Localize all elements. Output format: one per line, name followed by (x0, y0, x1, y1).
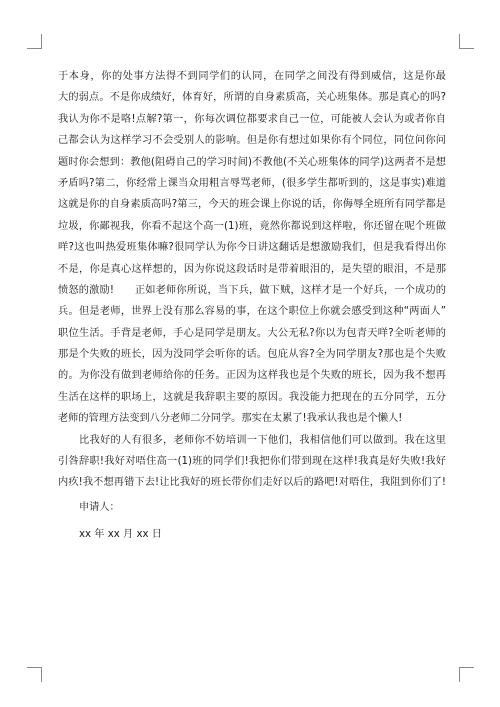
text-line: 引咎辞职!我好对唔住高一(1)班的同学们!我把你们带到现在这样!我真是好失败!我好 (58, 456, 446, 468)
text-line: 己都会认为这样学习不会受别人的影响。但是你有想过如果你有个同位，同位问你问 (58, 135, 446, 147)
text-line: 不是，你是真心这样想的，因为你说这段话时是带着眼泪的，是失望的眼泪，不是那 (58, 263, 446, 275)
crop-mark-bottom-right (459, 667, 474, 682)
text-line: 垃圾，你鄙视我，你看不起这个高一(1)班，竟然你都说到这样啦，你还留在呢个班做 (58, 220, 446, 232)
text-line: 这就是你的自身素质高吗?第三，今天的班会课上你说的话，你侮辱全班所有同学都是 (58, 199, 446, 211)
text-line: 于本身，你的处事方法得不到同学们的认同，在同学之间没有得到威信，这是你最 (58, 71, 446, 82)
text-line: 内疚!我不想再错下去!让比我好的班长带你们走好以后的路吧!对唔住，我阻到你们了! (58, 477, 446, 489)
text-line: 愤怒的激励! 正如老师你所说，当下兵，做下贼，这样才是一个好兵，一个成功的 (58, 284, 446, 296)
text-line: 大的弱点。不是你成绩好，体育好，所谓的自身素质高，关心班集体。那是真心的吗? (58, 92, 446, 104)
letter-body (58, 66, 446, 546)
text-line: 比我好的人有很多，老师你不妨培训一下他们，我相信他们可以做到。我在这里 (79, 434, 446, 446)
text-line: 咩?这也叫热爱班集体嘛?很同学认为你今日讲这翻话是想激励我们，但是我看得出你 (58, 242, 446, 254)
text-line: 我认为你不是咯!点解?第一，你每次调位都要求自己一位，可能被人会认为或者你自 (58, 113, 446, 125)
text-line: 的。为你没有做到老师给你的任务。正因为这样我也是个失败的班长，因为我不想再 (58, 370, 446, 382)
text-line: 职位生活。手背是老师，手心是同学是朋友。大公无私?你以为包青天咩?全听老师的 (58, 327, 446, 339)
crop-mark-bottom-left (27, 667, 42, 682)
text-line: 那是个失败的班长，因为没同学会听你的话。包庇从容?全为同学朋友?那也是个失败 (58, 349, 446, 361)
text-line: 矛盾吗?第二，你经常上课当众用粗言辱骂老师，(很多学生都听到的，这是事实)难道 (58, 177, 446, 189)
applicant-label: 申请人： (79, 501, 120, 513)
crop-mark-top-left (27, 34, 42, 49)
text-line: 兵。但是老师，世界上没有那么容易的事，在这个职位上你就会感受到这种“两面人” (58, 306, 446, 318)
text-line: 生活在这样的职场上，这就是我辞职主要的原因。我没能力把现在的五分同学，五分 (58, 391, 446, 403)
text-line: 老师的管理方法变到八分老师二分同学。那实在太累了!我承认我也是个懒人! (58, 413, 403, 425)
text-line: 题时你会想到：教他(阻碍自己的学习时间)不教他(不关心班集体的同学)这两者不是想 (58, 156, 446, 168)
crop-mark-top-right (459, 34, 474, 49)
date-line: xx 年 xx 月 xx 日 (79, 529, 162, 541)
